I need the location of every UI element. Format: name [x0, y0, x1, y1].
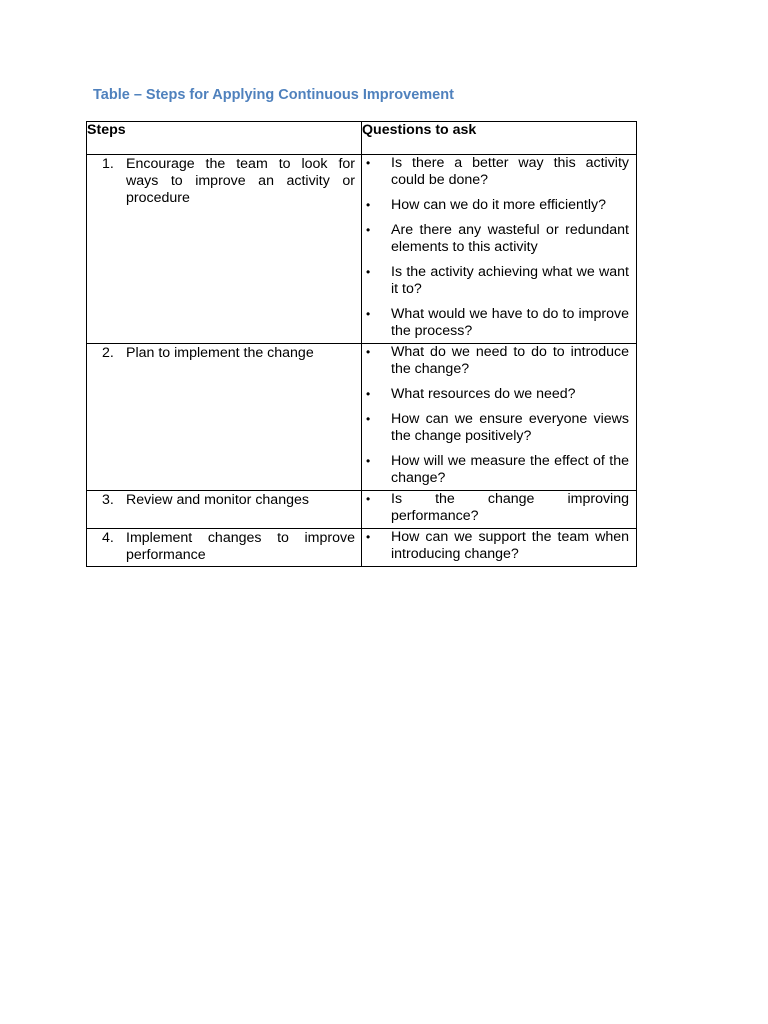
- step-text: Plan to implement the change: [126, 345, 314, 361]
- question-text: What do we need to do to introduce the change?: [391, 344, 629, 377]
- bullet-icon: •: [366, 492, 371, 506]
- table-row: [87, 529, 637, 567]
- step-text: Review and monitor changes: [126, 492, 309, 508]
- question-text: What would we have to do to improve the process?: [391, 306, 629, 339]
- question-item: [362, 197, 629, 214]
- question-item: [362, 155, 629, 189]
- table-row: [87, 491, 637, 529]
- question-text: Are there any wasteful or redundant elements to this activity: [391, 222, 629, 255]
- question-list: [362, 529, 636, 566]
- questions-cell: [362, 529, 637, 567]
- step-text: Encourage the team to look for ways to improve an activity or procedure: [126, 156, 355, 206]
- question-list: [362, 491, 636, 528]
- question-item: [362, 344, 629, 378]
- step-number: 4.: [102, 530, 114, 546]
- step-number: 1.: [102, 156, 114, 172]
- bullet-icon: •: [366, 265, 371, 279]
- step-cell: [87, 491, 362, 529]
- question-list: [362, 344, 636, 490]
- bullet-icon: •: [366, 412, 371, 426]
- question-text: How can we support the team when introducing change?: [391, 529, 629, 562]
- step-number: 3.: [102, 492, 114, 508]
- question-item: [362, 222, 629, 256]
- question-text: Is the change improving performance?: [391, 491, 629, 524]
- questions-cell: [362, 155, 637, 344]
- table-caption: Table – Steps for Applying Continuous Improvement: [93, 87, 454, 103]
- question-text: How can we ensure everyone views the change positively?: [391, 411, 629, 444]
- bullet-icon: •: [366, 307, 371, 321]
- step-cell: [87, 529, 362, 567]
- question-text: How can we do it more efficiently?: [391, 197, 607, 213]
- bullet-icon: •: [366, 156, 371, 170]
- table-row: [87, 155, 637, 344]
- question-item: [362, 453, 629, 487]
- question-item: [362, 264, 629, 298]
- bullet-icon: •: [366, 454, 371, 468]
- header-questions: Questions to ask: [362, 122, 637, 155]
- step-cell: [87, 344, 362, 491]
- bullet-icon: •: [366, 530, 371, 544]
- bullet-icon: •: [366, 223, 371, 237]
- questions-cell: [362, 491, 637, 529]
- step-cell: [87, 155, 362, 344]
- step-text: Implement changes to improve performance: [126, 530, 355, 563]
- question-item: [362, 306, 629, 340]
- questions-cell: [362, 344, 637, 491]
- header-steps: Steps: [87, 122, 362, 155]
- steps-table: [86, 121, 637, 567]
- question-item: [362, 411, 629, 445]
- question-text: How will we measure the effect of the change?: [391, 453, 629, 486]
- question-list: [362, 155, 636, 343]
- bullet-icon: •: [366, 198, 371, 212]
- question-text: Is the activity achieving what we want it to?: [391, 264, 629, 297]
- step-number: 2.: [102, 345, 114, 361]
- question-item: [362, 529, 629, 563]
- question-item: [362, 386, 629, 403]
- question-item: [362, 491, 629, 525]
- table-header-row: [87, 122, 637, 155]
- question-text: Is there a better way this activity could be done?: [391, 155, 629, 188]
- bullet-icon: •: [366, 387, 371, 401]
- table-row: [87, 344, 637, 491]
- bullet-icon: •: [366, 345, 371, 359]
- question-text: What resources do we need?: [391, 386, 576, 402]
